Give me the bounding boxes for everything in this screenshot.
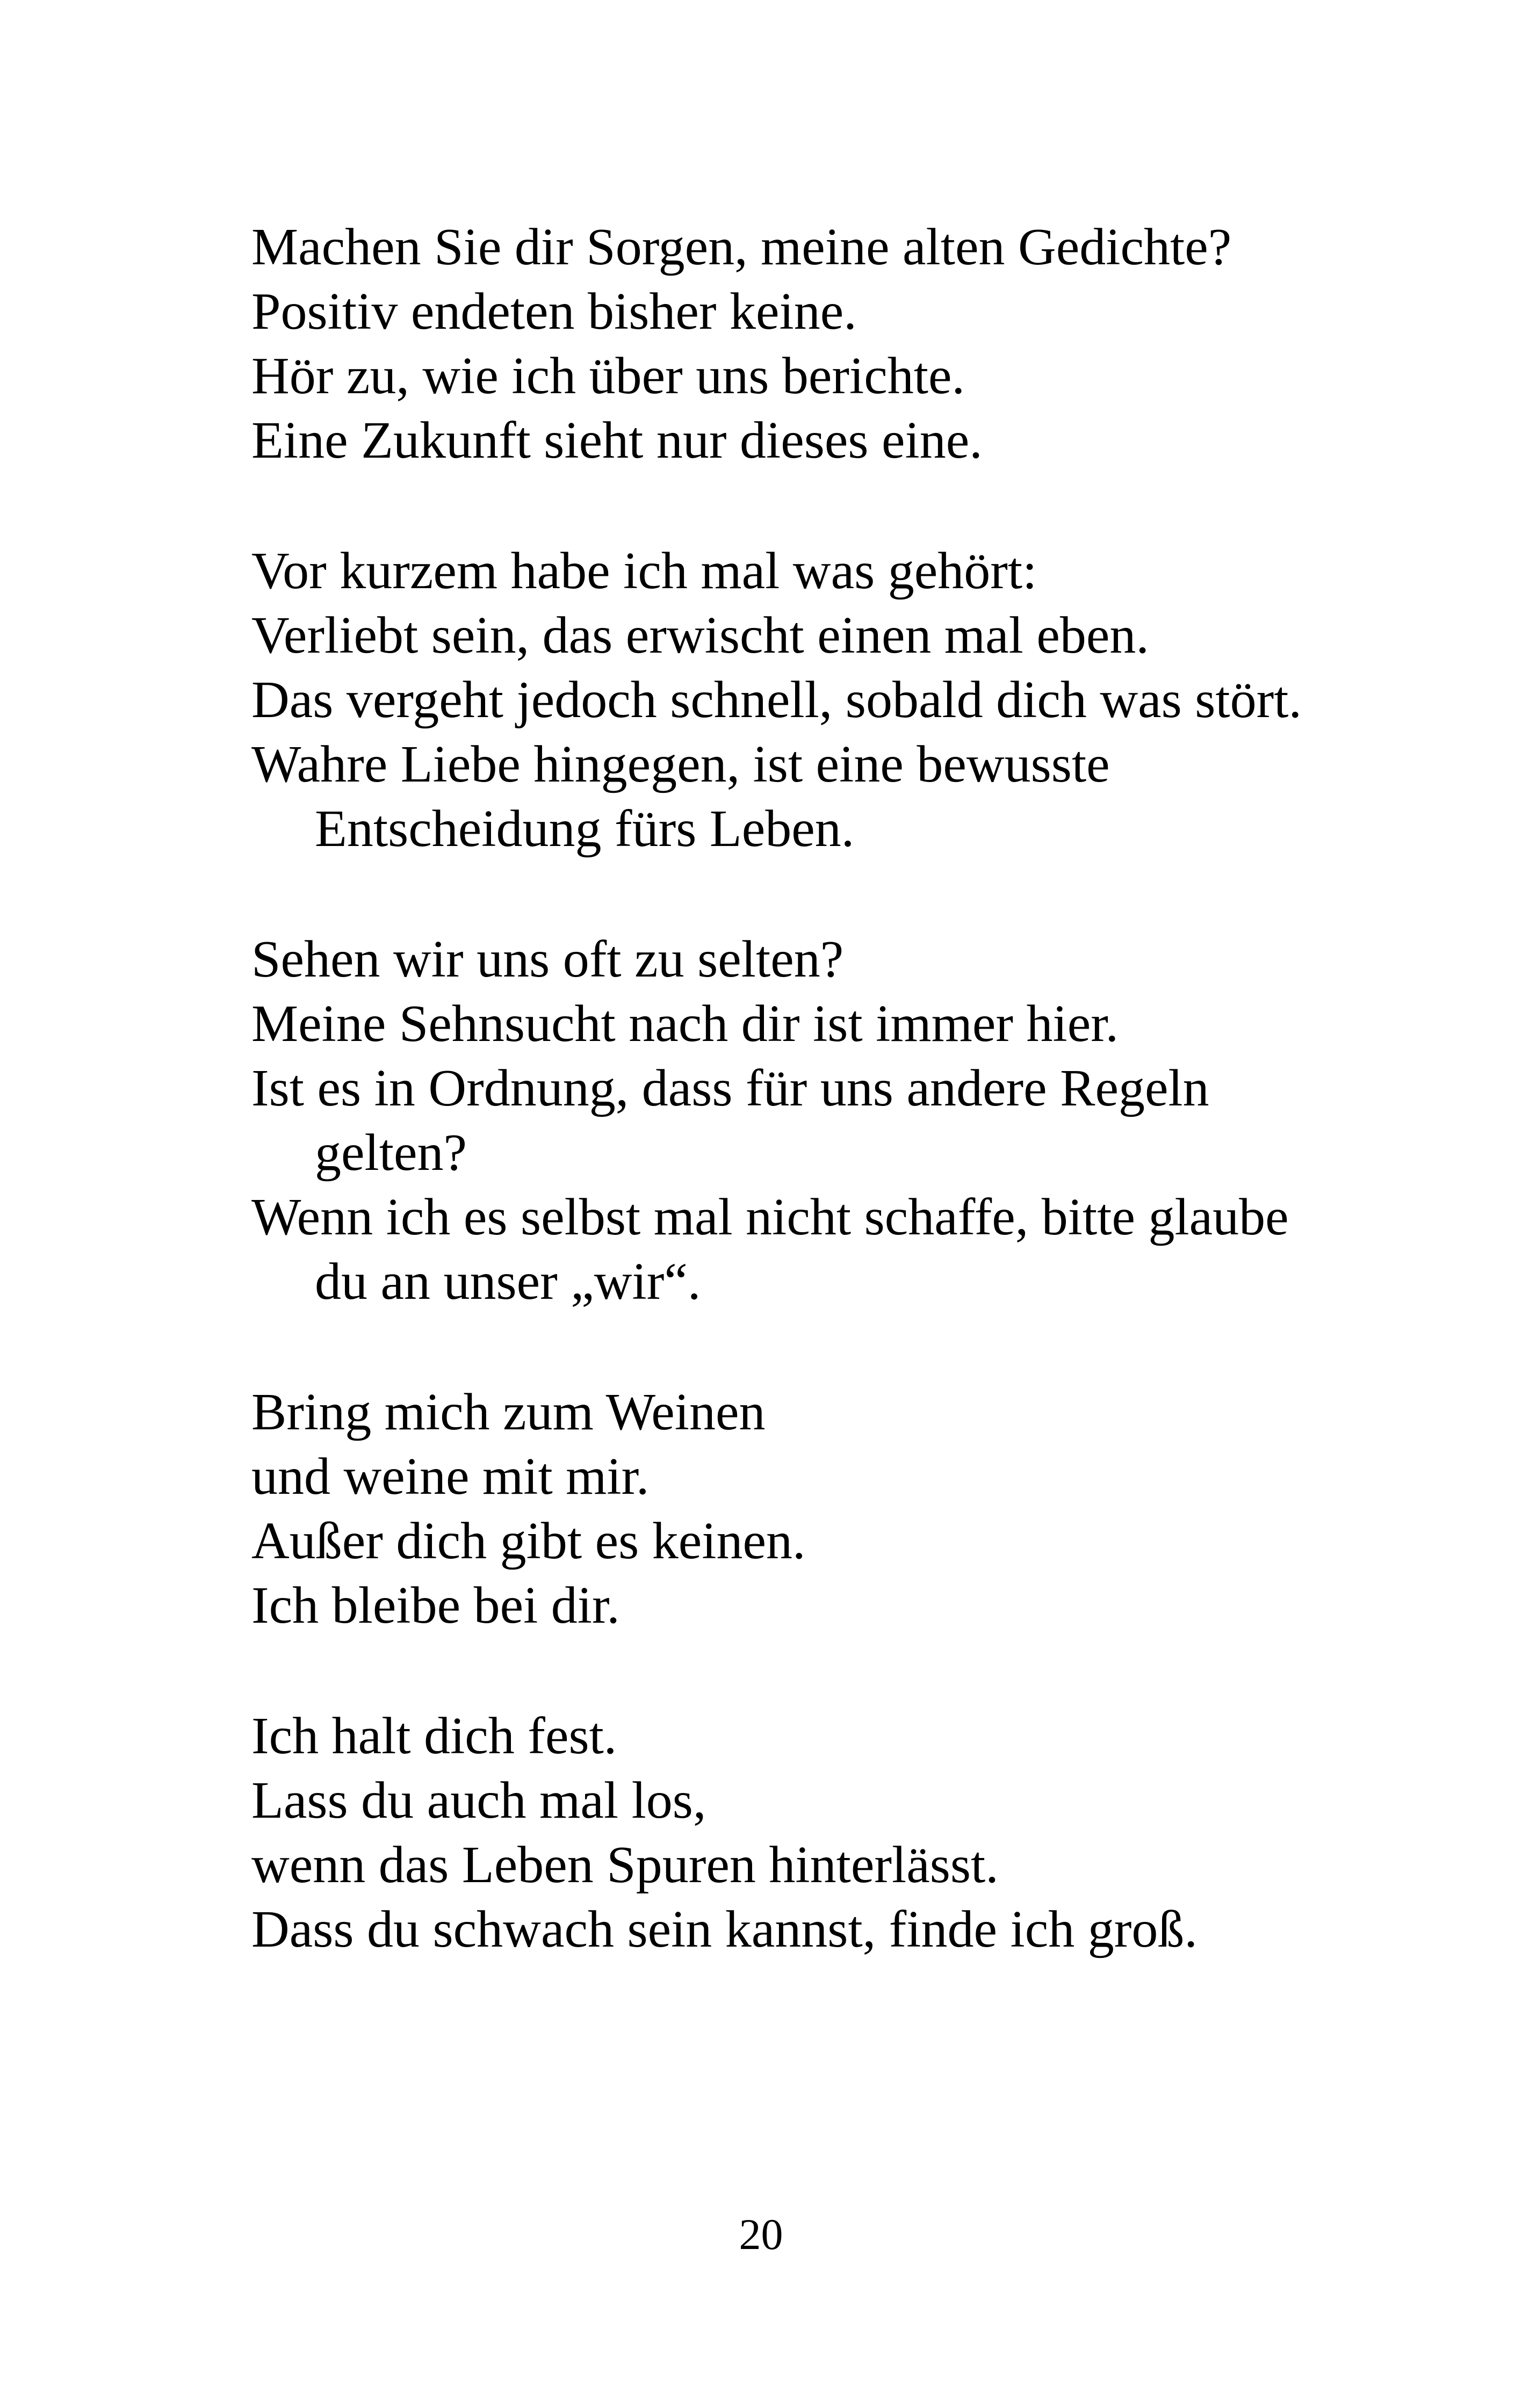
poem-line: Bring mich zum Weinen xyxy=(251,1383,766,1441)
stanza-2 xyxy=(251,539,1326,861)
poem-line: Das vergeht jedoch schnell, sobald dich was stört. xyxy=(251,671,1302,729)
poem-line: Sehen wir uns oft zu selten? xyxy=(251,930,844,988)
poem-line: wenn das Leben Spuren hinterlässt. xyxy=(251,1836,999,1894)
stanza-5 xyxy=(251,1704,1326,1962)
poem-line: Eine Zukunft sieht nur dieses eine. xyxy=(251,411,983,469)
poem-line: Dass du schwach sein kannst, finde ich groß. xyxy=(251,1900,1198,1958)
poem xyxy=(251,215,1326,2028)
poem-line: Ich bleibe bei dir. xyxy=(251,1577,620,1635)
stanza-4 xyxy=(251,1380,1326,1638)
poem-line: Wahre Liebe hingegen, ist eine bewusste Entscheidung fürs Leben. xyxy=(251,735,1110,858)
poem-line: Ich halt dich fest. xyxy=(251,1707,617,1765)
page-number: 20 xyxy=(739,2210,783,2259)
poem-line: Meine Sehnsucht nach dir ist immer hier. xyxy=(251,995,1119,1053)
poem-line: Lass du auch mal los, xyxy=(251,1771,706,1829)
poem-line: Außer dich gibt es keinen. xyxy=(251,1512,806,1570)
poem-line: Verliebt sein, das erwischt einen mal eben. xyxy=(251,606,1149,664)
poem-line: Machen Sie dir Sorgen, meine alten Gedichte? xyxy=(251,218,1232,276)
stanza-3 xyxy=(251,927,1326,1314)
poem-line: Ist es in Ordnung, dass für uns andere Regeln gelten? xyxy=(251,1059,1209,1182)
poem-line: Wenn ich es selbst mal nicht schaffe, bitte glaube du an unser „wir“. xyxy=(251,1188,1289,1311)
poem-line: und weine mit mir. xyxy=(251,1448,650,1506)
poem-line: Vor kurzem habe ich mal was gehört: xyxy=(251,542,1037,600)
poem-line: Positiv endeten bisher keine. xyxy=(251,283,857,341)
poem-line: Hör zu, wie ich über uns berichte. xyxy=(251,347,965,405)
stanza-1 xyxy=(251,215,1326,473)
